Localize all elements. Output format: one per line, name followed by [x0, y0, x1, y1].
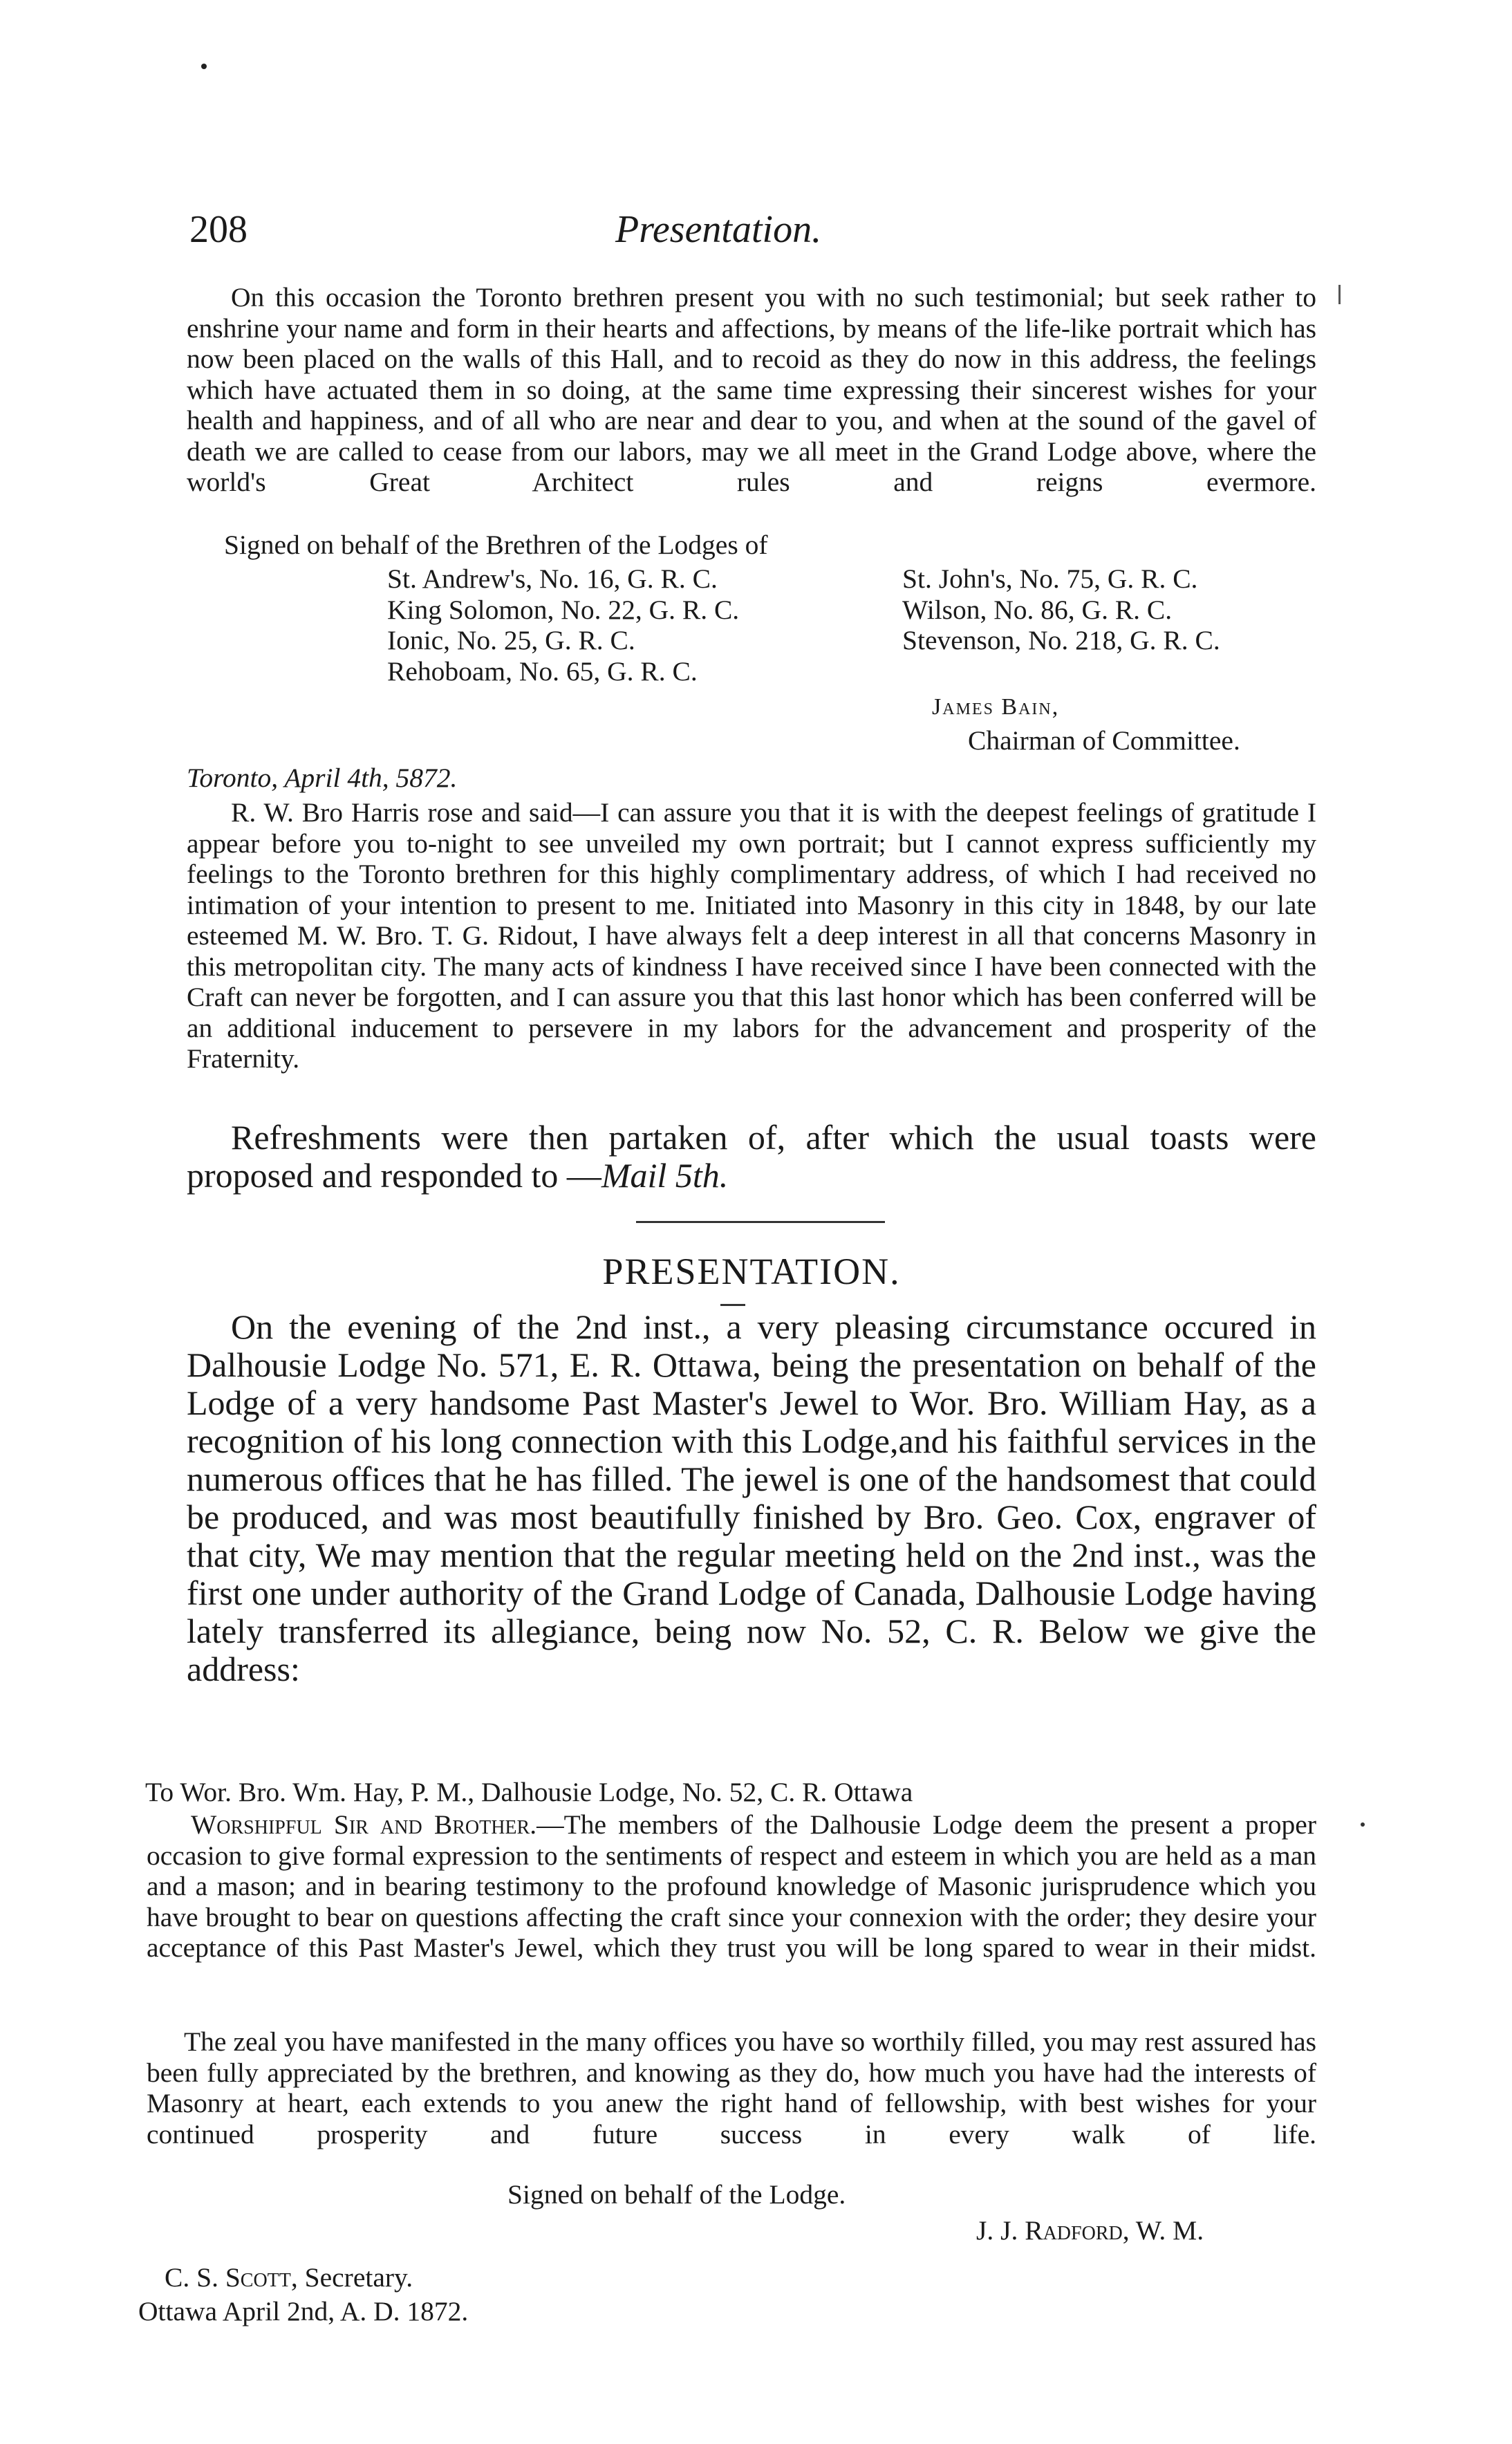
- page-number: 208: [189, 208, 248, 251]
- refreshments-text: Refreshments were then partaken of, after which the usual toasts were proposed and responded to —: [187, 1118, 1316, 1195]
- zeal-paragraph: The zeal you have manifested in the many offices you have so worthily filled, you may rest assured has been fully appreciated by the brethren, and knowing as they do, how much you have had the interests of Masonry at heart, each extends to you anew the right hand of fellowship, with best wishes for your continued prosperity and future success in every walk of life.: [147, 2026, 1316, 2149]
- lodge-item: St. John's, No. 75, G. R. C.: [902, 563, 1198, 594]
- section-divider: [636, 1221, 885, 1223]
- source-citation: Mail 5th.: [601, 1156, 729, 1195]
- secretary-line: [165, 2261, 413, 2293]
- heading-dash: [720, 1304, 745, 1306]
- master-signature: J. J. Radford, W. M.: [976, 2215, 1204, 2246]
- stray-mark: [1361, 1822, 1365, 1827]
- section-heading: PRESENTATION.: [602, 1251, 901, 1292]
- toronto-date-line: Toronto, April 4th, 5872.: [187, 763, 458, 793]
- address-line: To Wor. Bro. Wm. Hay, P. M., Dalhousie Lodge, No. 52, C. R. Ottawa: [145, 1777, 913, 1807]
- salutation: Worshipful Sir and Brother.: [191, 1809, 537, 1840]
- reply-paragraph: R. W. Bro Harris rose and said—I can assure you that it is with the deepest feelings of gratitude I appear before you to-night to see unveiled my own portrait; but I cannot express sufficiently my feelings to the Toronto brethren for this highly complimentary address, of which I had received no intimation of your intention to present to me. Initiated into Masonry in this city in 1848, by our late esteemed M. W. Bro. T. G. Ridout, I have always felt a deep interest in all that concerns Masonry in this metropolitan city. The many acts of kindness I have received since I have been connected with the Craft can never be forgotten, and I can assure you that this last honor which has been conferred will be an additional inducement to persevere in my labors for the advancement and prosperity of the Fraternity.: [187, 797, 1316, 1074]
- lodge-item: Rehoboam, No. 65, G. R. C.: [387, 655, 698, 687]
- lodge-item: Ionic, No. 25, G. R. C.: [387, 625, 635, 655]
- secretary-name: C. S. Scott,: [165, 2262, 298, 2293]
- stray-mark: [201, 64, 207, 69]
- chairman-title: Chairman of Committee.: [968, 725, 1240, 756]
- toronto-address-paragraph: On this occasion the Toronto brethren present you with no such testimonial; but seek rather to enshrine your name and form in their hearts and affections, by means of the life-like portrait which has now been placed on the walls of this Hall, and to recoid as they do now in this address, the feelings which have actuated them in so doing, at the same time expressing their sincerest wishes for your health and happiness, and of all who are near and dear to you, and when at the sound of the gavel of death we are called to cease from our labors, may we all meet in the Grand Lodge above, where the world's Great Architect rules and reigns evermore.: [187, 282, 1316, 497]
- lodge-item: King Solomon, No. 22, G. R. C.: [387, 594, 740, 625]
- lodge-item: Stevenson, No. 218, G. R. C.: [902, 625, 1220, 655]
- lodge-signed-line: Signed on behalf of the Lodge.: [507, 2179, 846, 2210]
- chairman-name: James Bain,: [932, 694, 1060, 720]
- lodge-item: St. Andrew's, No. 16, G. R. C.: [387, 563, 718, 594]
- presentation-paragraph: On the evening of the 2nd inst., a very pleasing circumstance occured in Dalhousie Lodge No. 571, E. R. Ottawa, being the presentation on behalf of the Lodge of a very handsome Past Master's Jewel to Wor. Bro. William Hay, as a recognition of his long connection with this Lodge,and his faithful services in the numerous offices that he has filled. The jewel is one of the handsomest that could be produced, and was most beautifully finished by Bro. Geo. Cox, engraver of that city, We may mention that the regular meeting held on the 2nd inst., was the first one under authority of the Grand Lodge of Canada, Dalhousie Lodge having lately transferred its allegiance, being now No. 52, C. R. Below we give the address:: [187, 1307, 1316, 1688]
- running-title: Presentation.: [615, 208, 822, 251]
- secretary-title: Secretary.: [304, 2262, 413, 2293]
- refreshments-paragraph: [187, 1119, 1316, 1195]
- stray-mark: [1338, 285, 1341, 304]
- signed-line: Signed on behalf of the Brethren of the Lodges of: [224, 530, 768, 560]
- lodge-address-paragraph: [147, 1809, 1316, 1994]
- ottawa-date-line: Ottawa April 2nd, A. D. 1872.: [138, 2296, 469, 2326]
- lodge-address-text: —The members of the Dalhousie Lodge deem the present a proper occasion to give formal expression to the sentiments of respect and esteem in which you are held as a man and a mason; and in bearing testimony to the profound knowledge of Masonic jurisprudence which you have brought to bear on questions affecting the craft since your connexion with the order; they desire your acceptance of this Past Master's Jewel, which they trust you will be long spared to wear in their midst.: [147, 1809, 1316, 1963]
- lodge-item: Wilson, No. 86, G. R. C.: [902, 594, 1173, 625]
